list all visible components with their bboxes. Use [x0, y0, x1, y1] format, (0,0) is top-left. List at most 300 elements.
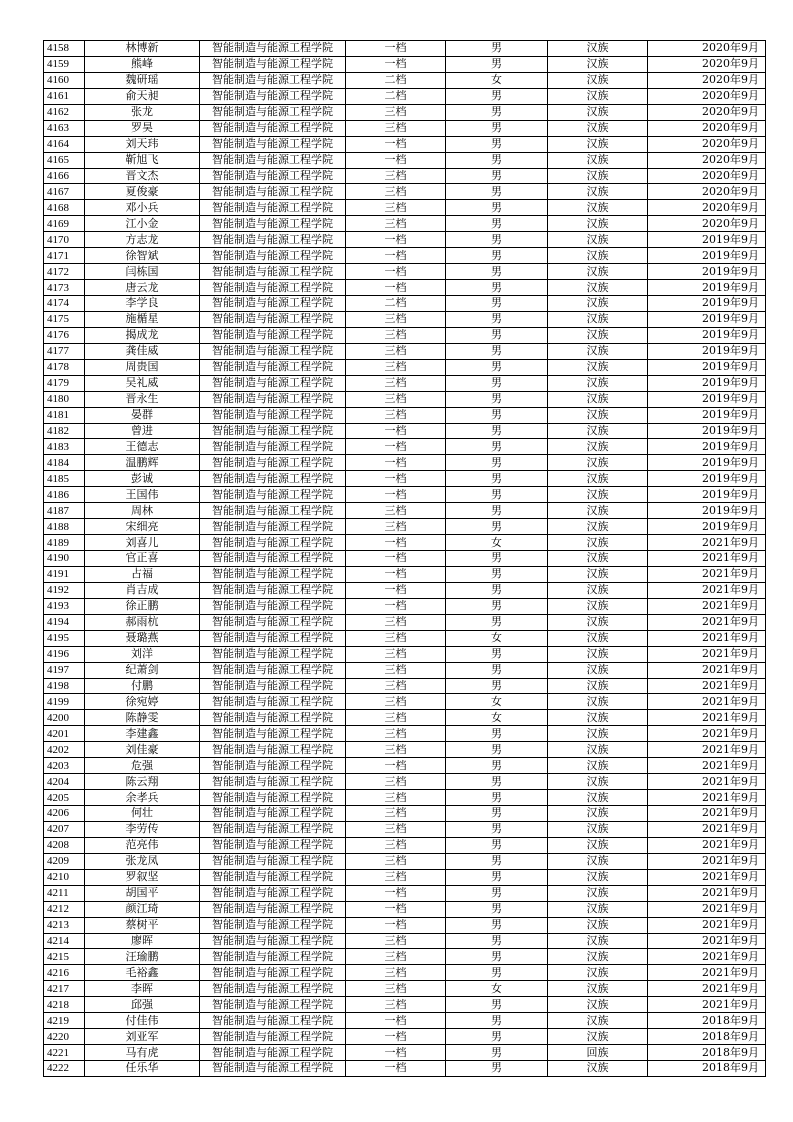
enrollment-date-cell: 2021年9月: [648, 806, 766, 822]
ethnicity-cell: 汉族: [548, 296, 648, 312]
gender-cell: 男: [446, 423, 548, 439]
college-cell: 智能制造与能源工程学院: [200, 837, 346, 853]
ethnicity-cell: 汉族: [548, 758, 648, 774]
gender-cell: 男: [446, 821, 548, 837]
enrollment-date-cell: 2019年9月: [648, 264, 766, 280]
name-cell: 毛裕鑫: [85, 965, 200, 981]
name-cell: 郝雨杭: [85, 614, 200, 630]
enrollment-date-cell: 2019年9月: [648, 487, 766, 503]
enrollment-date-cell: 2020年9月: [648, 216, 766, 232]
college-cell: 智能制造与能源工程学院: [200, 598, 346, 614]
grade-level-cell: 三档: [346, 710, 446, 726]
college-cell: 智能制造与能源工程学院: [200, 1029, 346, 1045]
name-cell: 占福: [85, 566, 200, 582]
ethnicity-cell: 汉族: [548, 821, 648, 837]
grade-level-cell: 三档: [346, 933, 446, 949]
name-cell: 付鹏: [85, 678, 200, 694]
enrollment-date-cell: 2018年9月: [648, 1061, 766, 1077]
grade-level-cell: 一档: [346, 152, 446, 168]
gender-cell: 女: [446, 535, 548, 551]
enrollment-date-cell: 2019年9月: [648, 359, 766, 375]
grade-level-cell: 一档: [346, 439, 446, 455]
serial-number-cell: 4161: [44, 88, 85, 104]
name-cell: 张龙凤: [85, 853, 200, 869]
grade-level-cell: 三档: [346, 774, 446, 790]
gender-cell: 男: [446, 1045, 548, 1061]
grade-level-cell: 一档: [346, 487, 446, 503]
ethnicity-cell: 汉族: [548, 790, 648, 806]
enrollment-date-cell: 2019年9月: [648, 471, 766, 487]
name-cell: 聂璐燕: [85, 630, 200, 646]
college-cell: 智能制造与能源工程学院: [200, 566, 346, 582]
college-cell: 智能制造与能源工程学院: [200, 280, 346, 296]
name-cell: 余孝兵: [85, 790, 200, 806]
college-cell: 智能制造与能源工程学院: [200, 232, 346, 248]
gender-cell: 男: [446, 726, 548, 742]
serial-number-cell: 4187: [44, 503, 85, 519]
gender-cell: 女: [446, 72, 548, 88]
enrollment-date-cell: 2021年9月: [648, 821, 766, 837]
college-cell: 智能制造与能源工程学院: [200, 41, 346, 57]
grade-level-cell: 一档: [346, 582, 446, 598]
name-cell: 晏群: [85, 407, 200, 423]
name-cell: 马有虎: [85, 1045, 200, 1061]
name-cell: 徐宛婷: [85, 694, 200, 710]
name-cell: 陈静雯: [85, 710, 200, 726]
enrollment-date-cell: 2018年9月: [648, 1013, 766, 1029]
college-cell: 智能制造与能源工程学院: [200, 200, 346, 216]
table-row: [44, 503, 766, 519]
name-cell: 胡国平: [85, 885, 200, 901]
gender-cell: 男: [446, 837, 548, 853]
gender-cell: 男: [446, 343, 548, 359]
gender-cell: 男: [446, 949, 548, 965]
name-cell: 罗昊: [85, 120, 200, 136]
name-cell: 俞天昶: [85, 88, 200, 104]
serial-number-cell: 4181: [44, 407, 85, 423]
table-row: [44, 88, 766, 104]
ethnicity-cell: 汉族: [548, 742, 648, 758]
grade-level-cell: 一档: [346, 901, 446, 917]
ethnicity-cell: 汉族: [548, 1013, 648, 1029]
name-cell: 付佳伟: [85, 1013, 200, 1029]
table-row: [44, 391, 766, 407]
college-cell: 智能制造与能源工程学院: [200, 678, 346, 694]
enrollment-date-cell: 2021年9月: [648, 901, 766, 917]
table-row: [44, 56, 766, 72]
ethnicity-cell: 汉族: [548, 981, 648, 997]
enrollment-date-cell: 2021年9月: [648, 582, 766, 598]
enrollment-date-cell: 2020年9月: [648, 88, 766, 104]
serial-number-cell: 4220: [44, 1029, 85, 1045]
serial-number-cell: 4211: [44, 885, 85, 901]
gender-cell: 男: [446, 503, 548, 519]
enrollment-date-cell: 2019年9月: [648, 327, 766, 343]
gender-cell: 女: [446, 981, 548, 997]
gender-cell: 男: [446, 917, 548, 933]
gender-cell: 男: [446, 359, 548, 375]
name-cell: 纪萧剑: [85, 662, 200, 678]
ethnicity-cell: 汉族: [548, 1029, 648, 1045]
ethnicity-cell: 汉族: [548, 519, 648, 535]
name-cell: 刘洋: [85, 646, 200, 662]
name-cell: 邓小兵: [85, 200, 200, 216]
enrollment-date-cell: 2019年9月: [648, 232, 766, 248]
college-cell: 智能制造与能源工程学院: [200, 248, 346, 264]
table-row: [44, 343, 766, 359]
serial-number-cell: 4167: [44, 184, 85, 200]
table-row: [44, 136, 766, 152]
grade-level-cell: 三档: [346, 391, 446, 407]
ethnicity-cell: 汉族: [548, 391, 648, 407]
gender-cell: 男: [446, 120, 548, 136]
ethnicity-cell: 汉族: [548, 72, 648, 88]
college-cell: 智能制造与能源工程学院: [200, 1045, 346, 1061]
ethnicity-cell: 汉族: [548, 933, 648, 949]
table-row: [44, 375, 766, 391]
ethnicity-cell: 汉族: [548, 535, 648, 551]
college-cell: 智能制造与能源工程学院: [200, 710, 346, 726]
college-cell: 智能制造与能源工程学院: [200, 1061, 346, 1077]
ethnicity-cell: 汉族: [548, 407, 648, 423]
gender-cell: 男: [446, 439, 548, 455]
grade-level-cell: 一档: [346, 917, 446, 933]
enrollment-date-cell: 2019年9月: [648, 407, 766, 423]
gender-cell: 男: [446, 933, 548, 949]
ethnicity-cell: 汉族: [548, 487, 648, 503]
name-cell: 李学良: [85, 296, 200, 312]
gender-cell: 男: [446, 168, 548, 184]
name-cell: 刘天玮: [85, 136, 200, 152]
ethnicity-cell: 汉族: [548, 997, 648, 1013]
table-row: [44, 104, 766, 120]
grade-level-cell: 三档: [346, 949, 446, 965]
enrollment-date-cell: 2019年9月: [648, 280, 766, 296]
ethnicity-cell: 汉族: [548, 120, 648, 136]
table-row: [44, 423, 766, 439]
name-cell: 陈云翔: [85, 774, 200, 790]
table-row: [44, 1045, 766, 1061]
serial-number-cell: 4202: [44, 742, 85, 758]
serial-number-cell: 4210: [44, 869, 85, 885]
ethnicity-cell: 汉族: [548, 598, 648, 614]
gender-cell: 男: [446, 965, 548, 981]
gender-cell: 男: [446, 407, 548, 423]
serial-number-cell: 4201: [44, 726, 85, 742]
table-row: [44, 758, 766, 774]
grade-level-cell: 一档: [346, 1029, 446, 1045]
enrollment-date-cell: 2021年9月: [648, 853, 766, 869]
grade-level-cell: 三档: [346, 216, 446, 232]
ethnicity-cell: 汉族: [548, 423, 648, 439]
table-row: [44, 821, 766, 837]
ethnicity-cell: 汉族: [548, 678, 648, 694]
serial-number-cell: 4179: [44, 375, 85, 391]
gender-cell: 男: [446, 853, 548, 869]
gender-cell: 男: [446, 216, 548, 232]
gender-cell: 男: [446, 152, 548, 168]
table-row: [44, 407, 766, 423]
college-cell: 智能制造与能源工程学院: [200, 694, 346, 710]
serial-number-cell: 4212: [44, 901, 85, 917]
college-cell: 智能制造与能源工程学院: [200, 455, 346, 471]
table-row: [44, 264, 766, 280]
serial-number-cell: 4186: [44, 487, 85, 503]
ethnicity-cell: 汉族: [548, 710, 648, 726]
enrollment-date-cell: 2021年9月: [648, 566, 766, 582]
enrollment-date-cell: 2021年9月: [648, 646, 766, 662]
name-cell: 揭成龙: [85, 327, 200, 343]
name-cell: 李劳传: [85, 821, 200, 837]
gender-cell: 男: [446, 487, 548, 503]
table-row: [44, 248, 766, 264]
name-cell: 温鹏辉: [85, 455, 200, 471]
serial-number-cell: 4169: [44, 216, 85, 232]
table-row: [44, 646, 766, 662]
name-cell: 晋文杰: [85, 168, 200, 184]
serial-number-cell: 4172: [44, 264, 85, 280]
college-cell: 智能制造与能源工程学院: [200, 375, 346, 391]
ethnicity-cell: 汉族: [548, 471, 648, 487]
enrollment-date-cell: 2021年9月: [648, 710, 766, 726]
enrollment-date-cell: 2021年9月: [648, 630, 766, 646]
ethnicity-cell: 回族: [548, 1045, 648, 1061]
enrollment-date-cell: 2021年9月: [648, 662, 766, 678]
gender-cell: 男: [446, 901, 548, 917]
name-cell: 危强: [85, 758, 200, 774]
name-cell: 江小金: [85, 216, 200, 232]
name-cell: 闫栋国: [85, 264, 200, 280]
serial-number-cell: 4182: [44, 423, 85, 439]
enrollment-date-cell: 2021年9月: [648, 917, 766, 933]
grade-level-cell: 二档: [346, 72, 446, 88]
enrollment-date-cell: 2021年9月: [648, 694, 766, 710]
table-row: [44, 853, 766, 869]
gender-cell: 男: [446, 566, 548, 582]
table-row: [44, 965, 766, 981]
name-cell: 任乐华: [85, 1061, 200, 1077]
gender-cell: 男: [446, 264, 548, 280]
grade-level-cell: 三档: [346, 726, 446, 742]
gender-cell: 男: [446, 1061, 548, 1077]
table-row: [44, 535, 766, 551]
ethnicity-cell: 汉族: [548, 853, 648, 869]
name-cell: 范亮伟: [85, 837, 200, 853]
grade-level-cell: 三档: [346, 790, 446, 806]
gender-cell: 男: [446, 790, 548, 806]
grade-level-cell: 三档: [346, 646, 446, 662]
table-row: [44, 662, 766, 678]
enrollment-date-cell: 2021年9月: [648, 981, 766, 997]
gender-cell: 男: [446, 662, 548, 678]
name-cell: 徐正鹏: [85, 598, 200, 614]
ethnicity-cell: 汉族: [548, 41, 648, 57]
ethnicity-cell: 汉族: [548, 264, 648, 280]
college-cell: 智能制造与能源工程学院: [200, 774, 346, 790]
table-row: [44, 614, 766, 630]
table-row: [44, 439, 766, 455]
serial-number-cell: 4168: [44, 200, 85, 216]
gender-cell: 男: [446, 248, 548, 264]
serial-number-cell: 4184: [44, 455, 85, 471]
college-cell: 智能制造与能源工程学院: [200, 88, 346, 104]
college-cell: 智能制造与能源工程学院: [200, 662, 346, 678]
grade-level-cell: 三档: [346, 343, 446, 359]
serial-number-cell: 4160: [44, 72, 85, 88]
name-cell: 何壮: [85, 806, 200, 822]
table-row: [44, 885, 766, 901]
table-row: [44, 582, 766, 598]
table-row: [44, 41, 766, 57]
table-row: [44, 933, 766, 949]
gender-cell: 男: [446, 232, 548, 248]
enrollment-date-cell: 2019年9月: [648, 343, 766, 359]
enrollment-date-cell: 2021年9月: [648, 758, 766, 774]
college-cell: 智能制造与能源工程学院: [200, 551, 346, 567]
table-row: [44, 232, 766, 248]
college-cell: 智能制造与能源工程学院: [200, 184, 346, 200]
grade-level-cell: 一档: [346, 1061, 446, 1077]
serial-number-cell: 4166: [44, 168, 85, 184]
enrollment-date-cell: 2019年9月: [648, 439, 766, 455]
name-cell: 吴礼威: [85, 375, 200, 391]
gender-cell: 男: [446, 56, 548, 72]
table-row: [44, 1013, 766, 1029]
ethnicity-cell: 汉族: [548, 311, 648, 327]
grade-level-cell: 一档: [346, 1013, 446, 1029]
ethnicity-cell: 汉族: [548, 136, 648, 152]
gender-cell: 男: [446, 296, 548, 312]
college-cell: 智能制造与能源工程学院: [200, 726, 346, 742]
table-row: [44, 710, 766, 726]
ethnicity-cell: 汉族: [548, 726, 648, 742]
grade-level-cell: 一档: [346, 758, 446, 774]
enrollment-date-cell: 2020年9月: [648, 120, 766, 136]
gender-cell: 男: [446, 327, 548, 343]
serial-number-cell: 4195: [44, 630, 85, 646]
name-cell: 龚佳威: [85, 343, 200, 359]
ethnicity-cell: 汉族: [548, 774, 648, 790]
grade-level-cell: 三档: [346, 184, 446, 200]
college-cell: 智能制造与能源工程学院: [200, 503, 346, 519]
grade-level-cell: 三档: [346, 981, 446, 997]
enrollment-date-cell: 2019年9月: [648, 391, 766, 407]
enrollment-date-cell: 2020年9月: [648, 136, 766, 152]
table-row: [44, 774, 766, 790]
serial-number-cell: 4158: [44, 41, 85, 57]
grade-level-cell: 一档: [346, 551, 446, 567]
college-cell: 智能制造与能源工程学院: [200, 646, 346, 662]
grade-level-cell: 二档: [346, 296, 446, 312]
serial-number-cell: 4203: [44, 758, 85, 774]
grade-level-cell: 三档: [346, 503, 446, 519]
enrollment-date-cell: 2019年9月: [648, 455, 766, 471]
enrollment-date-cell: 2021年9月: [648, 997, 766, 1013]
serial-number-cell: 4173: [44, 280, 85, 296]
grade-level-cell: 一档: [346, 885, 446, 901]
ethnicity-cell: 汉族: [548, 280, 648, 296]
college-cell: 智能制造与能源工程学院: [200, 423, 346, 439]
ethnicity-cell: 汉族: [548, 949, 648, 965]
gender-cell: 男: [446, 311, 548, 327]
enrollment-date-cell: 2018年9月: [648, 1029, 766, 1045]
name-cell: 廖晖: [85, 933, 200, 949]
serial-number-cell: 4177: [44, 343, 85, 359]
grade-level-cell: 三档: [346, 837, 446, 853]
college-cell: 智能制造与能源工程学院: [200, 296, 346, 312]
ethnicity-cell: 汉族: [548, 327, 648, 343]
table-row: [44, 949, 766, 965]
name-cell: 魏研瑶: [85, 72, 200, 88]
grade-level-cell: 三档: [346, 678, 446, 694]
serial-number-cell: 4198: [44, 678, 85, 694]
serial-number-cell: 4215: [44, 949, 85, 965]
serial-number-cell: 4189: [44, 535, 85, 551]
serial-number-cell: 4208: [44, 837, 85, 853]
college-cell: 智能制造与能源工程学院: [200, 56, 346, 72]
gender-cell: 男: [446, 806, 548, 822]
college-cell: 智能制造与能源工程学院: [200, 104, 346, 120]
table-row: [44, 566, 766, 582]
gender-cell: 男: [446, 582, 548, 598]
name-cell: 刘佳豪: [85, 742, 200, 758]
serial-number-cell: 4219: [44, 1013, 85, 1029]
table-row: [44, 296, 766, 312]
college-cell: 智能制造与能源工程学院: [200, 519, 346, 535]
ethnicity-cell: 汉族: [548, 551, 648, 567]
table-row: [44, 327, 766, 343]
name-cell: 方志龙: [85, 232, 200, 248]
ethnicity-cell: 汉族: [548, 152, 648, 168]
gender-cell: 男: [446, 184, 548, 200]
grade-level-cell: 三档: [346, 997, 446, 1013]
serial-number-cell: 4217: [44, 981, 85, 997]
college-cell: 智能制造与能源工程学院: [200, 343, 346, 359]
college-cell: 智能制造与能源工程学院: [200, 917, 346, 933]
college-cell: 智能制造与能源工程学院: [200, 758, 346, 774]
gender-cell: 男: [446, 885, 548, 901]
ethnicity-cell: 汉族: [548, 168, 648, 184]
name-cell: 官正喜: [85, 551, 200, 567]
grade-level-cell: 三档: [346, 200, 446, 216]
name-cell: 邱强: [85, 997, 200, 1013]
enrollment-date-cell: 2021年9月: [648, 742, 766, 758]
grade-level-cell: 三档: [346, 694, 446, 710]
enrollment-date-cell: 2021年9月: [648, 869, 766, 885]
enrollment-date-cell: 2021年9月: [648, 678, 766, 694]
enrollment-date-cell: 2021年9月: [648, 965, 766, 981]
enrollment-date-cell: 2021年9月: [648, 885, 766, 901]
serial-number-cell: 4191: [44, 566, 85, 582]
table-row: [44, 455, 766, 471]
table-row: [44, 72, 766, 88]
ethnicity-cell: 汉族: [548, 216, 648, 232]
table-row: [44, 997, 766, 1013]
ethnicity-cell: 汉族: [548, 439, 648, 455]
college-cell: 智能制造与能源工程学院: [200, 997, 346, 1013]
gender-cell: 男: [446, 471, 548, 487]
ethnicity-cell: 汉族: [548, 375, 648, 391]
enrollment-date-cell: 2020年9月: [648, 72, 766, 88]
table-row: [44, 168, 766, 184]
name-cell: 肖吉成: [85, 582, 200, 598]
gender-cell: 男: [446, 391, 548, 407]
grade-level-cell: 三档: [346, 407, 446, 423]
enrollment-date-cell: 2019年9月: [648, 311, 766, 327]
serial-number-cell: 4174: [44, 296, 85, 312]
gender-cell: 男: [446, 1013, 548, 1029]
gender-cell: 男: [446, 280, 548, 296]
